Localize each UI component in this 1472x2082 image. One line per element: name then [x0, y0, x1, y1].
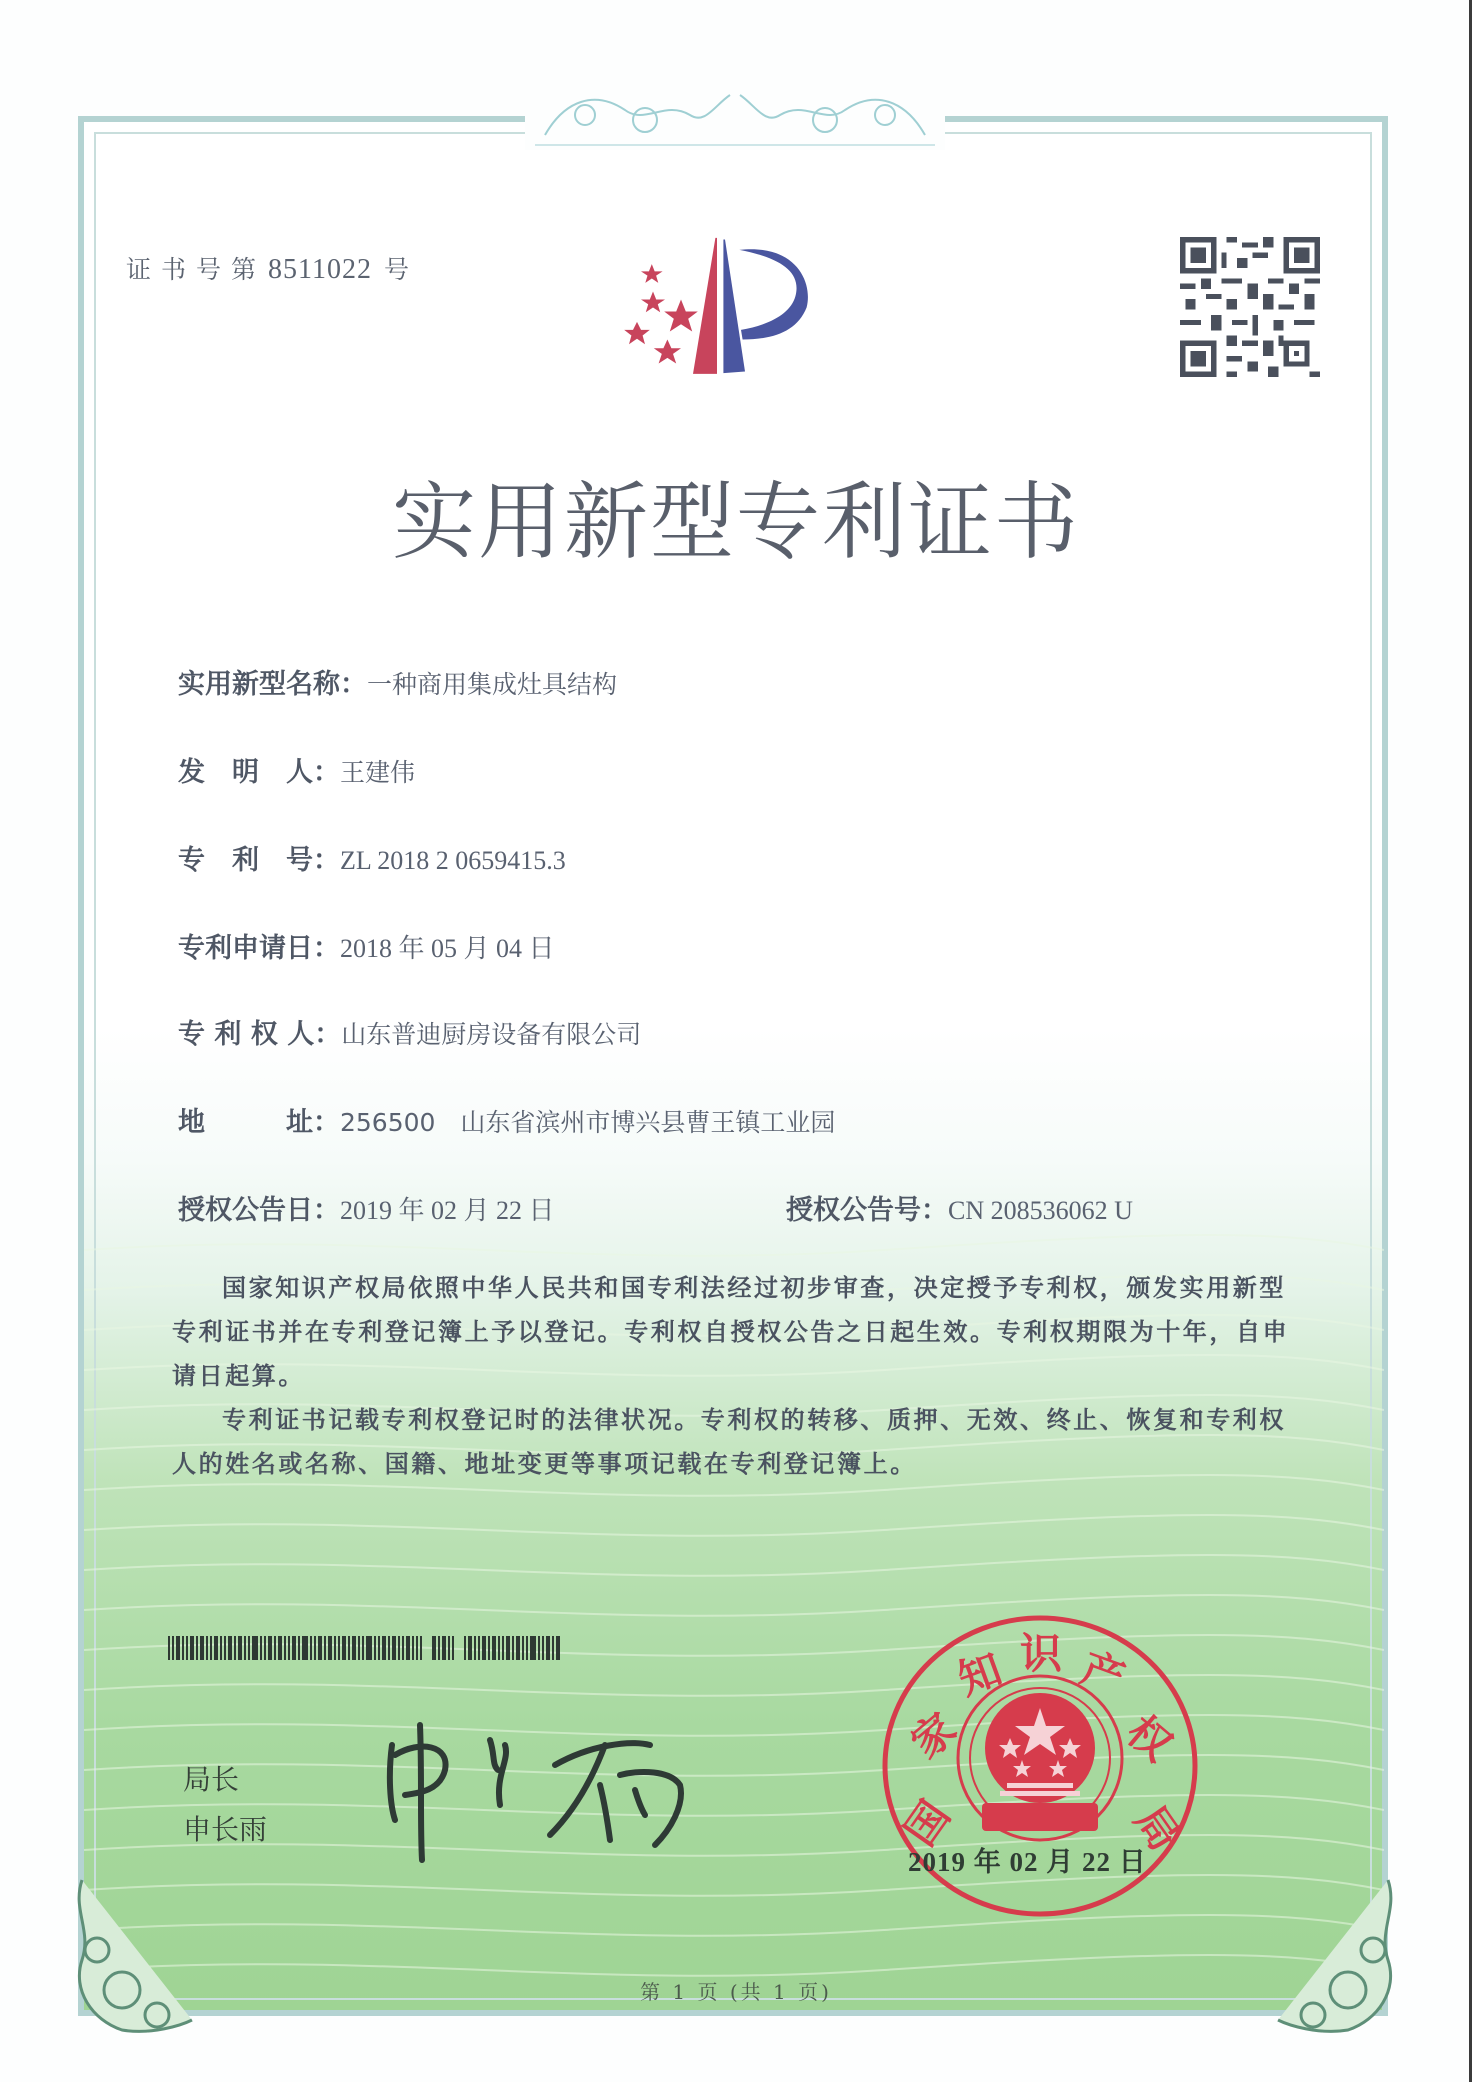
field-label: 专利申请日：: [178, 933, 340, 964]
dragon-ornament-icon: [525, 80, 945, 150]
field-grant-announcement-number: [786, 1188, 1133, 1227]
svg-text:产: 产: [1074, 1643, 1132, 1704]
signature-icon: [380, 1715, 720, 1865]
director-title: 局长: [183, 1763, 240, 1796]
svg-text:局: 局: [1125, 1796, 1190, 1860]
corner-ornament-icon: [62, 1870, 202, 2040]
field-inventor: [178, 750, 415, 789]
svg-text:家: 家: [901, 1703, 966, 1768]
field-value: 一种商用集成灶具结构: [367, 670, 618, 699]
field-patent-number: [178, 838, 566, 877]
field-label: 专 利 号：: [178, 845, 340, 876]
barcode-icon: [168, 1636, 560, 1660]
page-indicator: 第 1 页 (共 1 页): [640, 1980, 832, 2004]
svg-text:权: 权: [1117, 1706, 1182, 1771]
certificate-number-prefix: 证书号第: [126, 255, 267, 284]
field-value: 王建伟: [340, 758, 416, 787]
field-value: 2018 年 05 月 04 日: [340, 934, 555, 963]
corner-ornament-icon: [1268, 1870, 1408, 2040]
field-label: 地 址：: [178, 1107, 340, 1138]
field-utility-model-name: [178, 662, 617, 701]
field-address: [178, 1100, 835, 1139]
field-label: 授权公告日：: [178, 1195, 340, 1226]
svg-text:识: 识: [1020, 1629, 1063, 1678]
certificate-number-value: 8511022: [268, 254, 372, 285]
field-value: 山东普迪厨房设备有限公司: [341, 1020, 642, 1049]
field-grant-announcement-date: [178, 1188, 555, 1227]
svg-text:知: 知: [951, 1644, 1009, 1705]
seal-date: 2019 年 02 月 22 日: [908, 1847, 1147, 1877]
field-value: 2019 年 02 月 22 日: [340, 1196, 555, 1225]
field-label: 专 利 权 人：: [178, 1019, 342, 1050]
certificate-title: 实用新型专利证书: [391, 473, 1080, 571]
qr-code-icon: [1175, 232, 1325, 382]
field-value: ZL 2018 2 0659415.3: [340, 846, 566, 875]
field-value: CN 208536062 U: [948, 1196, 1133, 1225]
svg-text:国: 国: [895, 1792, 960, 1855]
statement-text: 专利证书记载专利权登记时的法律状况。专利权的转移、质押、无效、终止、恢复和专利权人的姓名或名称、国籍、地址变更等事项记载在专利登记簿上。: [172, 1405, 1286, 1478]
cnipa-logo-icon: [605, 215, 845, 400]
statement-text: 国家知识产权局依照中华人民共和国专利法经过初步审查，决定授予专利权，颁发实用新型专利证书并在专利登记簿上予以登记。专利权自授权公告之日起生效。专利权期限为十年，自申请日起算。: [172, 1273, 1290, 1390]
field-patentee: [178, 1012, 641, 1051]
field-application-date: [178, 926, 555, 965]
statement-paragraph-2: [172, 1398, 1292, 1486]
certificate-number: [126, 250, 419, 286]
field-label: 实用新型名称：: [178, 669, 367, 700]
field-value: 256500 山东省滨州市博兴县曹王镇工业园: [340, 1108, 836, 1137]
field-label: 授权公告号：: [786, 1195, 948, 1226]
director-name: 申长雨: [183, 1813, 268, 1846]
statement-paragraph-1: [172, 1266, 1292, 1398]
certificate-number-suffix: 号: [383, 255, 419, 284]
field-label: 发 明 人：: [178, 757, 340, 788]
